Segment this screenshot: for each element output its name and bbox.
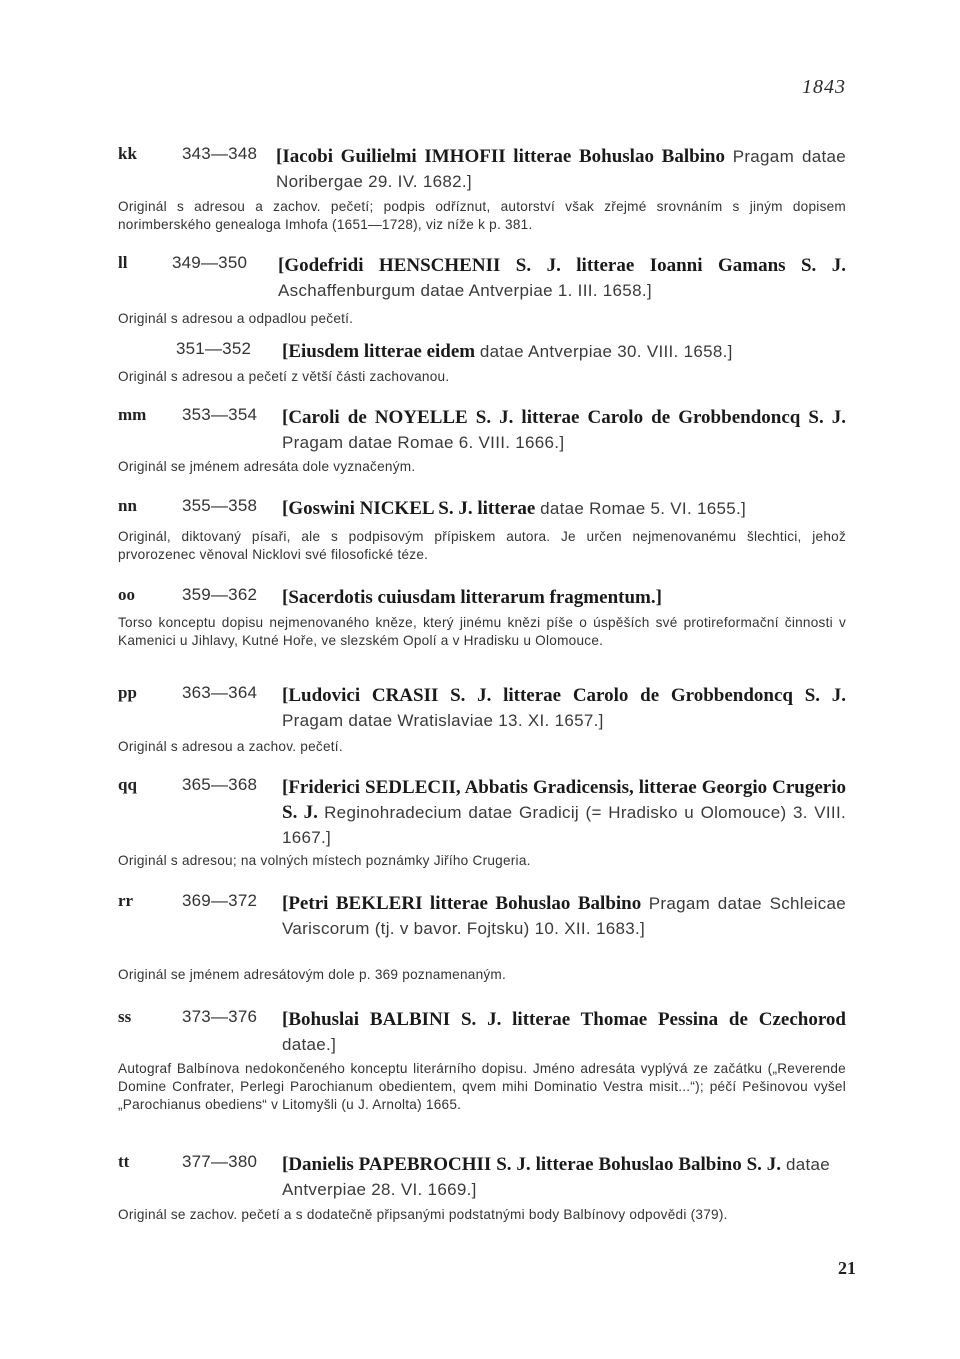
entry-heading — [278, 253, 846, 303]
entry-note: Originál s adresou a zachov. pečetí. — [118, 739, 343, 754]
heading-rest: Aschaffenburgum datae Antverpiae 1. III. 1658.] — [278, 281, 652, 300]
page-range: 373—376 — [182, 1007, 258, 1026]
folio-year: 1843 — [802, 76, 846, 98]
entry-note: Originál se zachov. pečetí a s dodatečně připsanými podstatnými body Balbínovy odpovědi (379). — [118, 1207, 728, 1222]
heading-rest: Pragam datae Wratislaviae 13. XI. 1657.] — [282, 711, 604, 730]
entry-note: Originál se jménem adresátovým dole p. 369 poznamenaným. — [118, 967, 507, 982]
entry-heading — [282, 585, 846, 610]
heading-rest: datae Romae 5. VI. 1655.] — [540, 499, 747, 518]
entry-heading — [282, 891, 846, 941]
entry-signature: mm — [118, 405, 147, 424]
entry-heading — [282, 1152, 830, 1202]
heading-bold: [Petri BEKLERI litterae Bohuslao Balbino — [282, 893, 642, 914]
entry-signature: ll — [118, 253, 128, 272]
entry-note: Originál, diktovaný písaři, ale s podpisovým přípiskem autora. Je určen nejmenovanému šlechtici, jehož prvorozenec věnoval Nicklovi své filosofické téze. — [118, 529, 846, 562]
entry-note: Originál s adresou a zachov. pečetí; podpis odříznut, autorství však zřejmé srovnáním s jiným dopisem norimberského genealoga Imhofa (1651—1728), viz níže k p. 381. — [118, 199, 846, 232]
entry-note: Originál s adresou a pečetí z větší části zachovanou. — [118, 369, 450, 384]
entry-note: Torso konceptu dopisu nejmenovaného kněze, který jinému knězi píše o úspěších své protireformační činnosti v Kamenici u Jihlavy, Kutné Hoře, ve slezském Opolí a v Hradisku u Olomouce. — [118, 615, 846, 648]
entry-heading — [282, 1007, 846, 1057]
heading-bold: [Sacerdotis cuiusdam litterarum fragmentum.] — [282, 587, 662, 608]
entry-heading — [282, 496, 846, 521]
entry-heading — [276, 144, 846, 194]
page-range: 377—380 — [182, 1152, 258, 1171]
page-range: 365—368 — [182, 775, 258, 794]
entry-heading — [282, 775, 846, 850]
entry-signature: kk — [118, 144, 137, 163]
entry-signature: oo — [118, 585, 135, 604]
page-range: 349—350 — [172, 253, 248, 272]
heading-bold: [Iacobi Guilielmi IMHOFII litterae Bohuslao Balbino — [276, 146, 726, 167]
entry-signature: rr — [118, 891, 134, 910]
page-range: 359—362 — [182, 585, 258, 604]
page-range: 369—372 — [182, 891, 258, 910]
entry-signature: pp — [118, 683, 137, 702]
entry-signature: qq — [118, 775, 137, 794]
page-range: 353—354 — [182, 405, 258, 424]
entry-note: Originál s adresou; na volných místech poznámky Jiřího Crugeria. — [118, 853, 531, 868]
page-range: 363—364 — [182, 683, 258, 702]
entry-note: Originál se jménem adresáta dole vyznačeným. — [118, 459, 416, 474]
entry-signature: ss — [118, 1007, 132, 1026]
entry-heading — [282, 339, 846, 364]
heading-bold: [Bohuslai BALBINI S. J. litterae Thomae Pessina de Czechorod — [282, 1009, 846, 1030]
page-range: 355—358 — [182, 496, 258, 515]
heading-bold: [Godefridi HENSCHENII S. J. litterae Ioanni Gamans S. J. — [278, 255, 846, 276]
page-number: 21 — [838, 1258, 856, 1278]
entry-heading — [282, 405, 846, 455]
heading-bold: [Danielis PAPEBROCHII S. J. litterae Bohuslao Balbino S. J. — [282, 1154, 782, 1175]
entry-signature: nn — [118, 496, 137, 515]
heading-bold: [Ludovici CRASII S. J. litterae Carolo de Grobbendoncq S. J. — [282, 685, 846, 706]
heading-rest: Pragam datae Noribergae 29. IV. 1682.] — [276, 147, 847, 191]
page-range: 343—348 — [182, 144, 258, 163]
heading-rest: Pragam datae Romae 6. VIII. 1666.] — [282, 433, 565, 452]
entry-heading — [282, 683, 846, 733]
heading-rest: Reginohradecium datae Gradicij (= Hradisko u Olomouce) 3. VIII. 1667.] — [282, 803, 846, 847]
page-range: 351—352 — [176, 339, 252, 358]
heading-bold: [Friderici SEDLECII, Abbatis Gradicensis, litterae Georgio Crugerio S. J. — [282, 777, 846, 823]
heading-rest: datae Antverpiae 30. VIII. 1658.] — [479, 342, 733, 361]
entry-note: Originál s adresou a odpadlou pečetí. — [118, 311, 354, 326]
heading-bold: [Goswini NICKEL S. J. litterae — [282, 498, 536, 519]
heading-rest: datae.] — [282, 1035, 337, 1054]
heading-rest: datae Antverpiae 28. VI. 1669.] — [282, 1155, 830, 1199]
entry-note: Autograf Balbínova nedokončeného konceptu literárního dopisu. Jméno adresáta vyplývá ze začátku („Reverende Domine Confrater, Perlegi Parochianum obedientem, qvem mihi Dominatio Vestra misit...“); péčí Pešinovou vyšel „Parochianus obediens“ v Litomyšli (u J. Arnolta) 1665. — [118, 1061, 846, 1112]
heading-bold: [Caroli de NOYELLE S. J. litterae Carolo de Grobbendoncq S. J. — [282, 407, 846, 428]
heading-rest: Pragam datae Schleicae Variscorum (tj. v bavor. Fojtsku) 10. XII. 1683.] — [282, 894, 847, 938]
heading-bold: [Eiusdem litterae eidem — [282, 341, 476, 362]
entry-signature: tt — [118, 1152, 130, 1171]
